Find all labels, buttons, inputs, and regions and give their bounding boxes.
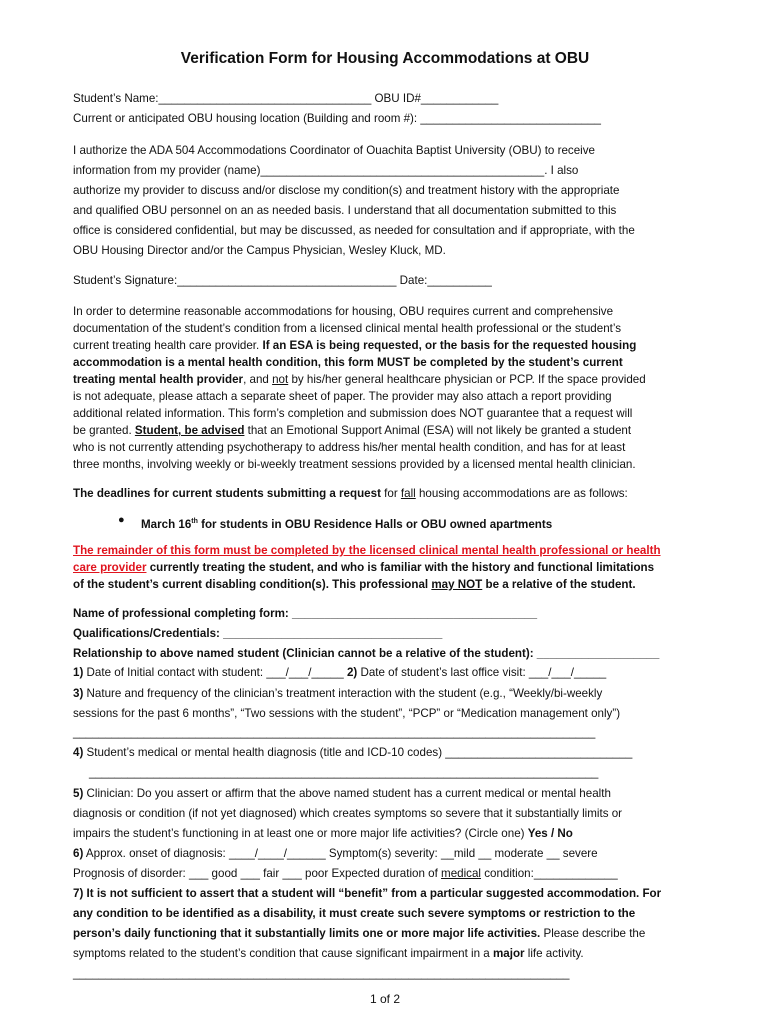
prognosis-field[interactable] <box>73 866 618 881</box>
intro-line: additional related information. This form’s completion and submission does NOT guarantee that a request will <box>73 407 633 420</box>
deadline-text: for <box>380 487 401 500</box>
intro-bold-text: If an ESA is being requested, or the basis for the requested housing <box>262 339 637 352</box>
question-7: 7) It is not sufficient to assert that a student will “benefit” from a particular suggested accommodation. For <box>73 887 662 900</box>
yes-no-choice[interactable]: Yes / No <box>527 827 573 840</box>
question-text: Please describe the <box>540 927 646 940</box>
remainder-text: of the student’s current disabling condition(s). This professional <box>73 578 432 591</box>
auth-line: authorize my provider to discuss and/or disclose my condition(s) and treatment history with the appropriate <box>73 184 620 197</box>
intro-line <box>73 338 636 353</box>
deadline-date: March 16 <box>141 517 192 531</box>
remainder-line <box>73 560 654 575</box>
question-7-continued <box>73 946 584 961</box>
question-number: 6) <box>73 847 84 860</box>
question-7-continued <box>73 926 645 941</box>
duration-field[interactable]: condition:_____________ <box>480 867 618 880</box>
housing-location-line[interactable]: Current or anticipated OBU housing location (Building and room #): ____________________________ <box>73 112 601 125</box>
question-bold-text: major <box>492 947 525 960</box>
question-text: symptoms related to the student’s condition that cause significant impairment in a <box>73 947 493 960</box>
signature-line[interactable]: Student’s Signature:__________________________________ Date:__________ <box>73 274 492 287</box>
deadline-bullet-text: for students in OBU Residence Halls or OBU owned apartments <box>197 517 553 531</box>
intro-line <box>73 423 631 438</box>
question-number: 2) <box>346 666 358 679</box>
question-4-answer-line[interactable]: _______________________________________________________________________________ <box>89 766 599 779</box>
intro-text: be granted. <box>73 424 135 437</box>
remainder-text: be a relative of the student. <box>482 578 636 591</box>
intro-line: three months, involving weekly or bi-weekly treatment sessions provided by a licensed mental health clinician. <box>73 458 636 471</box>
auth-line: OBU Housing Director and/or the Campus Physician, Wesley Kluck, MD. <box>73 244 446 257</box>
question-text: impairs the student’s functioning in at least one or more major life activities? (Circle one) <box>73 827 528 840</box>
last-visit-date[interactable]: Date of student’s last office visit: ___/___/_____ <box>357 666 607 679</box>
contact-dates-field[interactable] <box>73 665 606 680</box>
intro-line <box>73 372 646 387</box>
remainder-underlined-text: may NOT <box>431 578 483 591</box>
credentials-field[interactable]: Qualifications/Credentials: __________________________________ <box>73 627 443 640</box>
remainder-line: The remainder of this form must be completed by the licensed clinical mental health professional or health <box>73 544 661 557</box>
deadline-heading <box>73 486 628 501</box>
intro-text: by his/her general healthcare physician or PCP. If the space provided <box>288 373 646 386</box>
question-number: 3) <box>73 687 84 700</box>
relationship-field[interactable]: Relationship to above named student (Clinician cannot be a relative of the student): ___________________ <box>73 647 660 660</box>
form-title: Verification Form for Housing Accommodations at OBU <box>180 50 590 67</box>
remainder-text: currently treating the student, and who is familiar with the history and functional limitations <box>146 561 655 574</box>
question-3-continued: sessions for the past 6 months”, “Two sessions with the student”, “PCP” or “Medication management only”) <box>73 707 621 720</box>
question-7-continued: any condition to be identified as a disability, it must create such severe symptoms or restriction to the <box>73 907 636 920</box>
question-number: 4) <box>73 746 84 759</box>
deadline-date-suffix: th <box>191 518 198 525</box>
remainder-line <box>73 577 636 592</box>
intro-bold-text: treating mental health provider <box>73 373 244 386</box>
professional-name-field[interactable]: Name of professional completing form: ______________________________________ <box>73 607 538 620</box>
question-4[interactable] <box>73 745 632 760</box>
question-5-continued: diagnosis or condition (if not yet diagnosed) which creates symptoms so severe that it substantially limits or <box>73 807 623 820</box>
auth-line: I authorize the ADA 504 Accommodations Coordinator of Ouachita Baptist University (OBU) to receive <box>73 144 595 157</box>
question-text: Clinician: Do you assert or affirm that the above named student has a current medical or mental health <box>83 787 611 800</box>
initial-contact-date[interactable]: Date of Initial contact with student: ___/___/_____ <box>83 666 347 679</box>
page-number: 1 of 2 <box>369 992 401 1006</box>
intro-bold-underlined-text: Student, be advised <box>134 424 245 437</box>
question-text: life activity. <box>524 947 584 960</box>
question-7-answer-line[interactable]: _____________________________________________________________________________ <box>73 967 570 980</box>
intro-underlined-text: not <box>272 373 289 386</box>
question-bold-text: person’s daily functioning that it substantially limits one or more major life activities. <box>73 927 541 940</box>
student-name-line[interactable]: Student’s Name:_________________________________ OBU ID#____________ <box>73 92 499 105</box>
deadline-bold-text: The deadlines for current students submitting a request <box>73 487 381 500</box>
intro-line: accommodation is a mental health condition, this form MUST be completed by the student’s current <box>73 356 623 369</box>
intro-line: In order to determine reasonable accommodations for housing, OBU requires current and comprehensive <box>73 305 614 318</box>
question-number: 1) <box>73 666 84 679</box>
deadline-text: housing accommodations are as follows: <box>415 487 628 500</box>
bullet-dot-icon: ● <box>118 514 125 526</box>
intro-text: that an Emotional Support Animal (ESA) will not likely be granted a student <box>244 424 632 437</box>
intro-line: documentation of the student’s condition from a licensed clinical mental health professional or the student’s <box>73 322 622 335</box>
intro-text: current treating health care provider. <box>73 339 263 352</box>
intro-line: is not adequate, please attach a separate sheet of paper. The provider may also attach a report providing <box>73 390 612 403</box>
onset-severity-fields[interactable]: Approx. onset of diagnosis: ____/____/______ Symptom(s) severity: __mild __ moderate __ severe <box>83 847 598 860</box>
question-text: Student’s medical or mental health diagnosis (title and ICD-10 codes) _____________________________ <box>83 746 633 759</box>
prognosis-underlined-text: medical <box>441 867 481 880</box>
question-5 <box>73 786 611 801</box>
question-5-continued <box>73 826 573 841</box>
intro-line: who is not currently attending psychotherapy to address his/her mental health condition, and has for at least <box>73 441 626 454</box>
auth-line: information from my provider (name)____________________________________________. I also <box>73 164 579 177</box>
question-3 <box>73 686 602 701</box>
prognosis-text: Prognosis of disorder: ___ good ___ fair ___ poor Expected duration of <box>73 867 442 880</box>
deadline-bullet-item <box>141 514 552 532</box>
question-number: 5) <box>73 787 84 800</box>
question-6[interactable] <box>73 846 598 861</box>
question-text: Nature and frequency of the clinician’s treatment interaction with the student (e.g., “Weekly/bi-weekly <box>83 687 603 700</box>
remainder-red-text: care provider <box>73 561 147 574</box>
intro-text: , and <box>243 373 273 386</box>
auth-line: and qualified OBU personnel on an as needed basis. I understand that all documentation submitted to this <box>73 204 617 217</box>
deadline-underlined-text: fall <box>400 487 416 500</box>
question-3-answer-line[interactable]: _________________________________________________________________________________ <box>73 726 596 739</box>
auth-line: office is considered confidential, but may be discussed, as needed for consultation and if appropriate, with the <box>73 224 635 237</box>
